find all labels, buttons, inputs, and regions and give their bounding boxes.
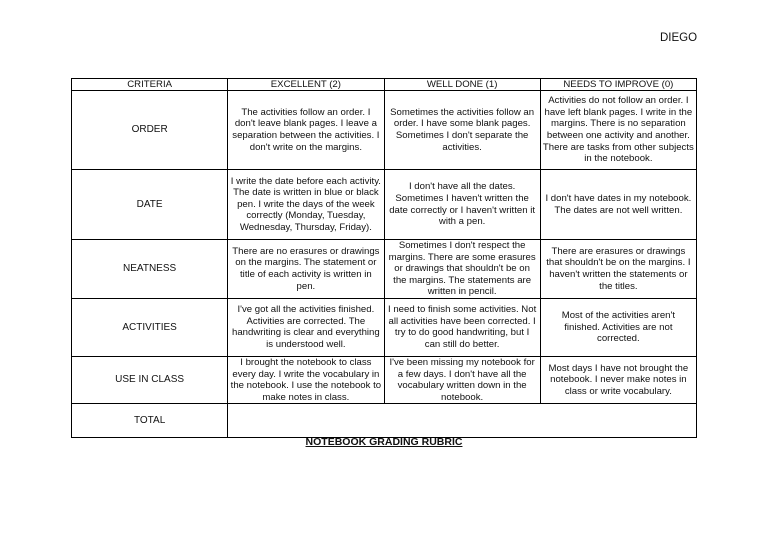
header-well-done: WELL DONE (1)	[384, 79, 540, 91]
header-row	[72, 79, 697, 91]
needs-improve-cell: Most days I have not brought the notebook. I never make notes in class or write vocabulary.	[540, 356, 696, 403]
needs-improve-cell: There are erasures or drawings that shouldn't be on the margins. I haven't written the statements or the titles.	[540, 240, 696, 299]
rubric-table	[71, 78, 697, 438]
criteria-cell: ORDER	[72, 91, 228, 170]
excellent-cell: I brought the notebook to class every day. I write the vocabulary in the notebook. I use the notebook to make notes in class.	[228, 356, 384, 403]
needs-improve-cell: Most of the activities aren't finished. Activities are not corrected.	[540, 298, 696, 356]
well-done-cell: I need to finish some activities. Not all activities have been corrected. I try to do good handwriting, but I can still do better.	[384, 298, 540, 356]
total-value-cell	[228, 404, 697, 438]
total-row	[72, 404, 697, 438]
document-title-text: NOTEBOOK GRADING RUBRIC	[305, 436, 463, 448]
well-done-cell: I've been missing my notebook for a few days. I don't have all the vocabulary written down in the notebook.	[384, 356, 540, 403]
header-criteria: CRITERIA	[72, 79, 228, 91]
student-name: DIEGO	[660, 32, 698, 44]
well-done-cell: Sometimes I don't respect the margins. There are some erasures or drawings that shouldn't be on the margins. The statements are written in pencil.	[384, 240, 540, 299]
criteria-cell: DATE	[72, 170, 228, 240]
document-title	[0, 436, 768, 448]
well-done-cell: I don't have all the dates. Sometimes I haven't written the date correctly or I haven't written it with a pen.	[384, 170, 540, 240]
table-row	[72, 240, 697, 299]
header-excellent: EXCELLENT (2)	[228, 79, 384, 91]
excellent-cell: I've got all the activities finished. Activities are corrected. The handwriting is clear and everything is understood well.	[228, 298, 384, 356]
excellent-cell: The activities follow an order. I don't leave blank pages. I leave a separation between the activities. I don't write on the margins.	[228, 91, 384, 170]
table-row	[72, 356, 697, 403]
excellent-cell: I write the date before each activity. The date is written in blue or black pen. I write the days of the week correctly (Monday, Tuesday, Wednesday, Thursday, Friday).	[228, 170, 384, 240]
criteria-cell: ACTIVITIES	[72, 298, 228, 356]
table-row	[72, 298, 697, 356]
header-needs-improve: NEEDS TO IMPROVE (0)	[540, 79, 696, 91]
needs-improve-cell: Activities do not follow an order. I have left blank pages. I write in the margins. There is no separation between one activity and another. There are tasks from other subjects in the notebook.	[540, 91, 696, 170]
criteria-cell: NEATNESS	[72, 240, 228, 299]
table-row	[72, 91, 697, 170]
excellent-cell: There are no erasures or drawings on the margins. The statement or title of each activity is written in pen.	[228, 240, 384, 299]
criteria-cell: USE IN CLASS	[72, 356, 228, 403]
total-label: TOTAL	[72, 404, 228, 438]
table-row	[72, 170, 697, 240]
needs-improve-cell: I don't have dates in my notebook. The dates are not well written.	[540, 170, 696, 240]
well-done-cell: Sometimes the activities follow an order. I have some blank pages. Sometimes I don't separate the activities.	[384, 91, 540, 170]
